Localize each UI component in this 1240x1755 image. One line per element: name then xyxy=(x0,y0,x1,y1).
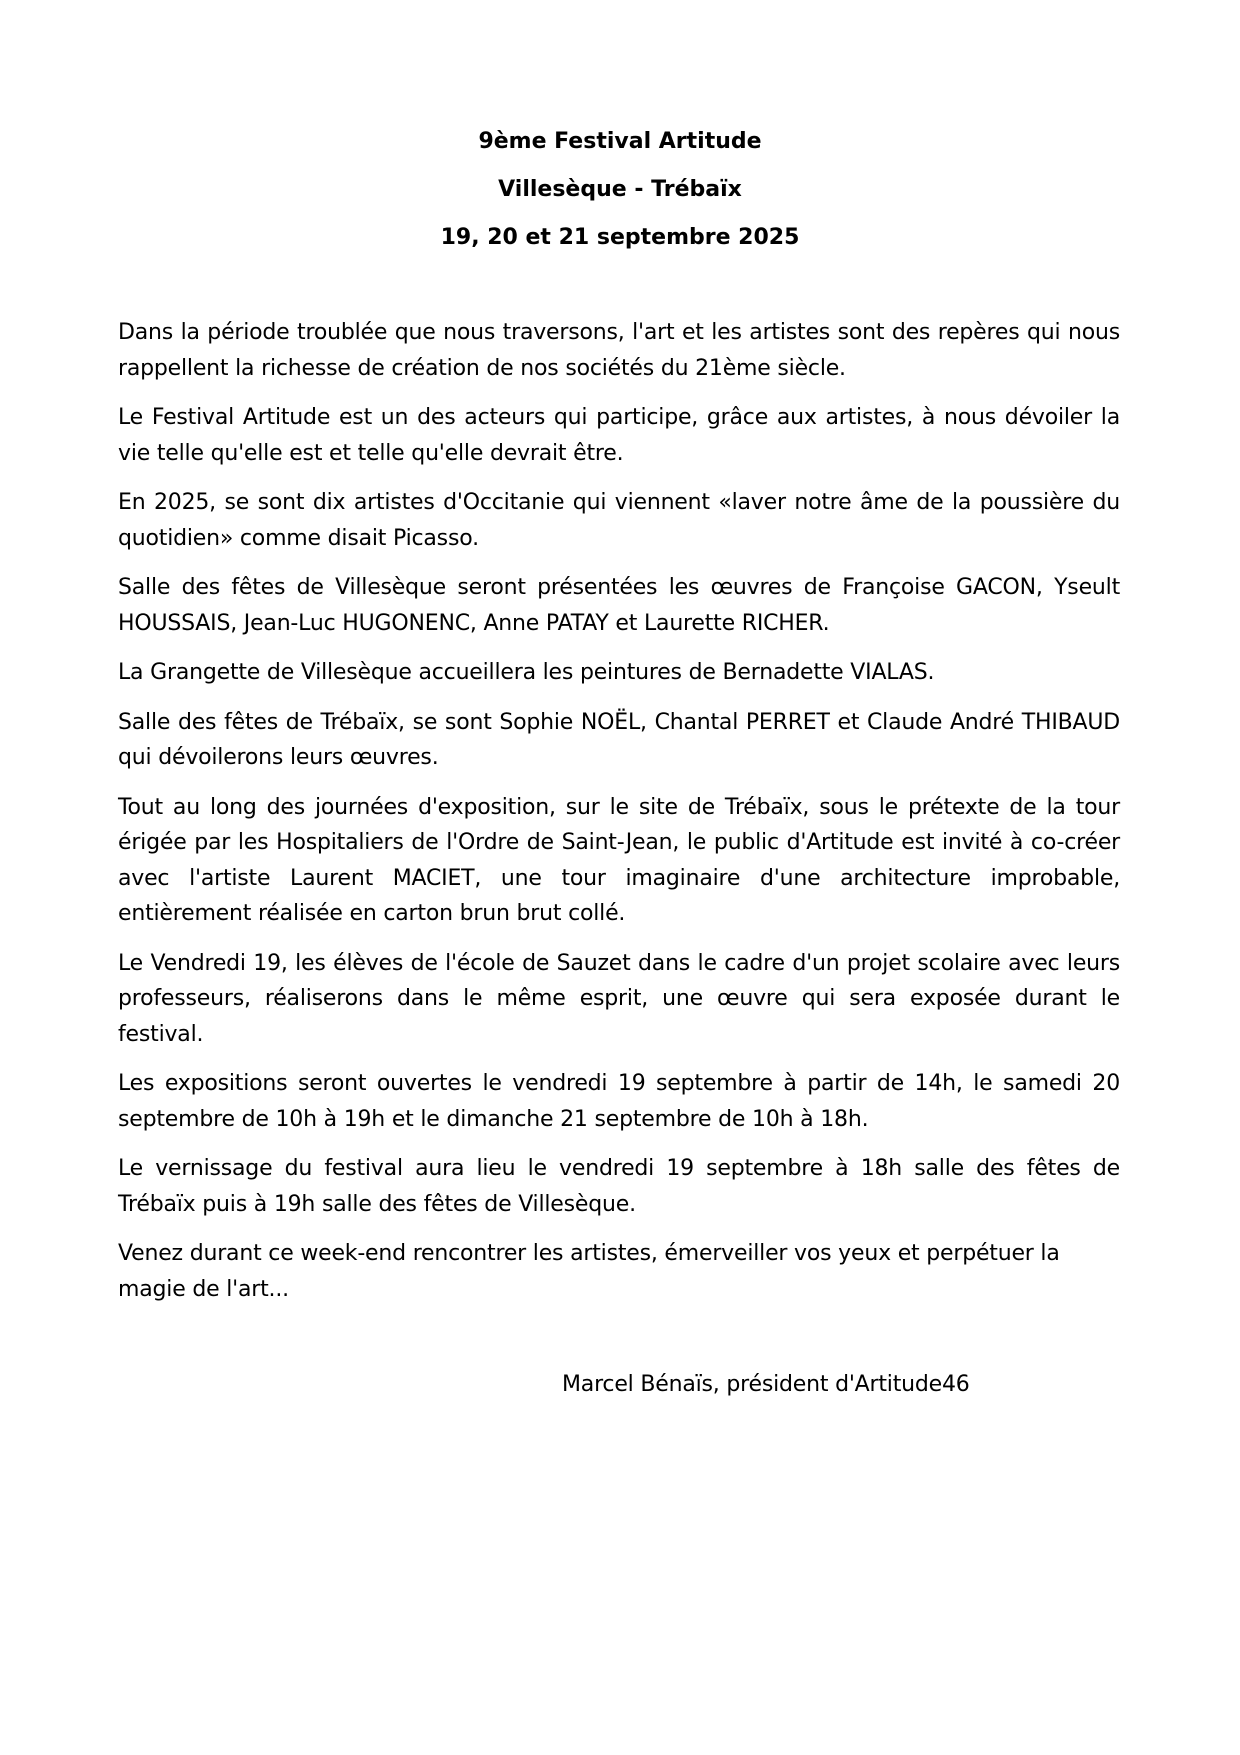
paragraph-opening-hours: Les expositions seront ouvertes le vendredi 19 septembre à partir de 14h, le samedi 20 septembre de 10h à 19h et le dimanche 21 septembre de 10h à 18h. xyxy=(118,1071,1120,1132)
paragraph-vernissage: Le vernissage du festival aura lieu le vendredi 19 septembre à 18h salle des fêtes de Trébaïx puis à 19h salle des fêtes de Villesèque. xyxy=(118,1156,1120,1217)
festival-dates: 19, 20 et 21 septembre 2025 xyxy=(440,225,800,250)
paragraph-trebaix-hall: Salle des fêtes de Trébaïx, se sont Sophie NOËL, Chantal PERRET et Claude André THIBAUD qui dévoilerons leurs œuvres. xyxy=(118,709,1120,770)
festival-title: 9ème Festival Artitude xyxy=(478,129,762,154)
paragraph-invitation: Venez durant ce week-end rencontrer les artistes, émerveiller vos yeux et perpétuer la magie de l'art... xyxy=(118,1241,1060,1302)
paragraph-artists-2025: En 2025, se sont dix artistes d'Occitanie qui viennent «laver notre âme de la poussière du quotidien» comme disait Picasso. xyxy=(118,490,1120,551)
paragraph-intro: Dans la période troublée que nous traversons, l'art et les artistes sont des repères qui nous rappellent la richesse de création de nos sociétés du 21ème siècle. xyxy=(118,320,1120,381)
document-header xyxy=(0,118,1240,262)
paragraph-villeseque-hall: Salle des fêtes de Villesèque seront présentées les œuvres de Françoise GACON, Yseult HOUSSAIS, Jean-Luc HUGONENC, Anne PATAY et Laurette RICHER. xyxy=(118,575,1120,636)
document-body xyxy=(118,315,1120,1321)
paragraph-grangette: La Grangette de Villesèque accueillera les peintures de Bernadette VIALAS. xyxy=(118,660,935,685)
paragraph-tower-project: Tout au long des journées d'exposition, sur le site de Trébaïx, sous le prétexte de la tour érigée par les Hospitaliers de l'Ordre de Saint-Jean, le public d'Artitude est invité à co-créer avec l'artiste Laurent MACIET, une tour imaginaire d'une architecture improbable, entièrement réalisée en carton brun brut collé. xyxy=(118,794,1120,926)
paragraph-school-project: Le Vendredi 19, les élèves de l'école de Sauzet dans le cadre d'un projet scolaire avec leurs professeurs, réaliserons dans le même esprit, une œuvre qui sera exposée durant le festival. xyxy=(118,950,1120,1047)
paragraph-festival-role: Le Festival Artitude est un des acteurs qui participe, grâce aux artistes, à nous dévoiler la vie telle qu'elle est et telle qu'elle devrait être. xyxy=(118,405,1120,466)
festival-location: Villesèque - Trébaïx xyxy=(498,177,742,202)
signature: Marcel Bénaïs, président d'Artitude46 xyxy=(562,1372,970,1397)
